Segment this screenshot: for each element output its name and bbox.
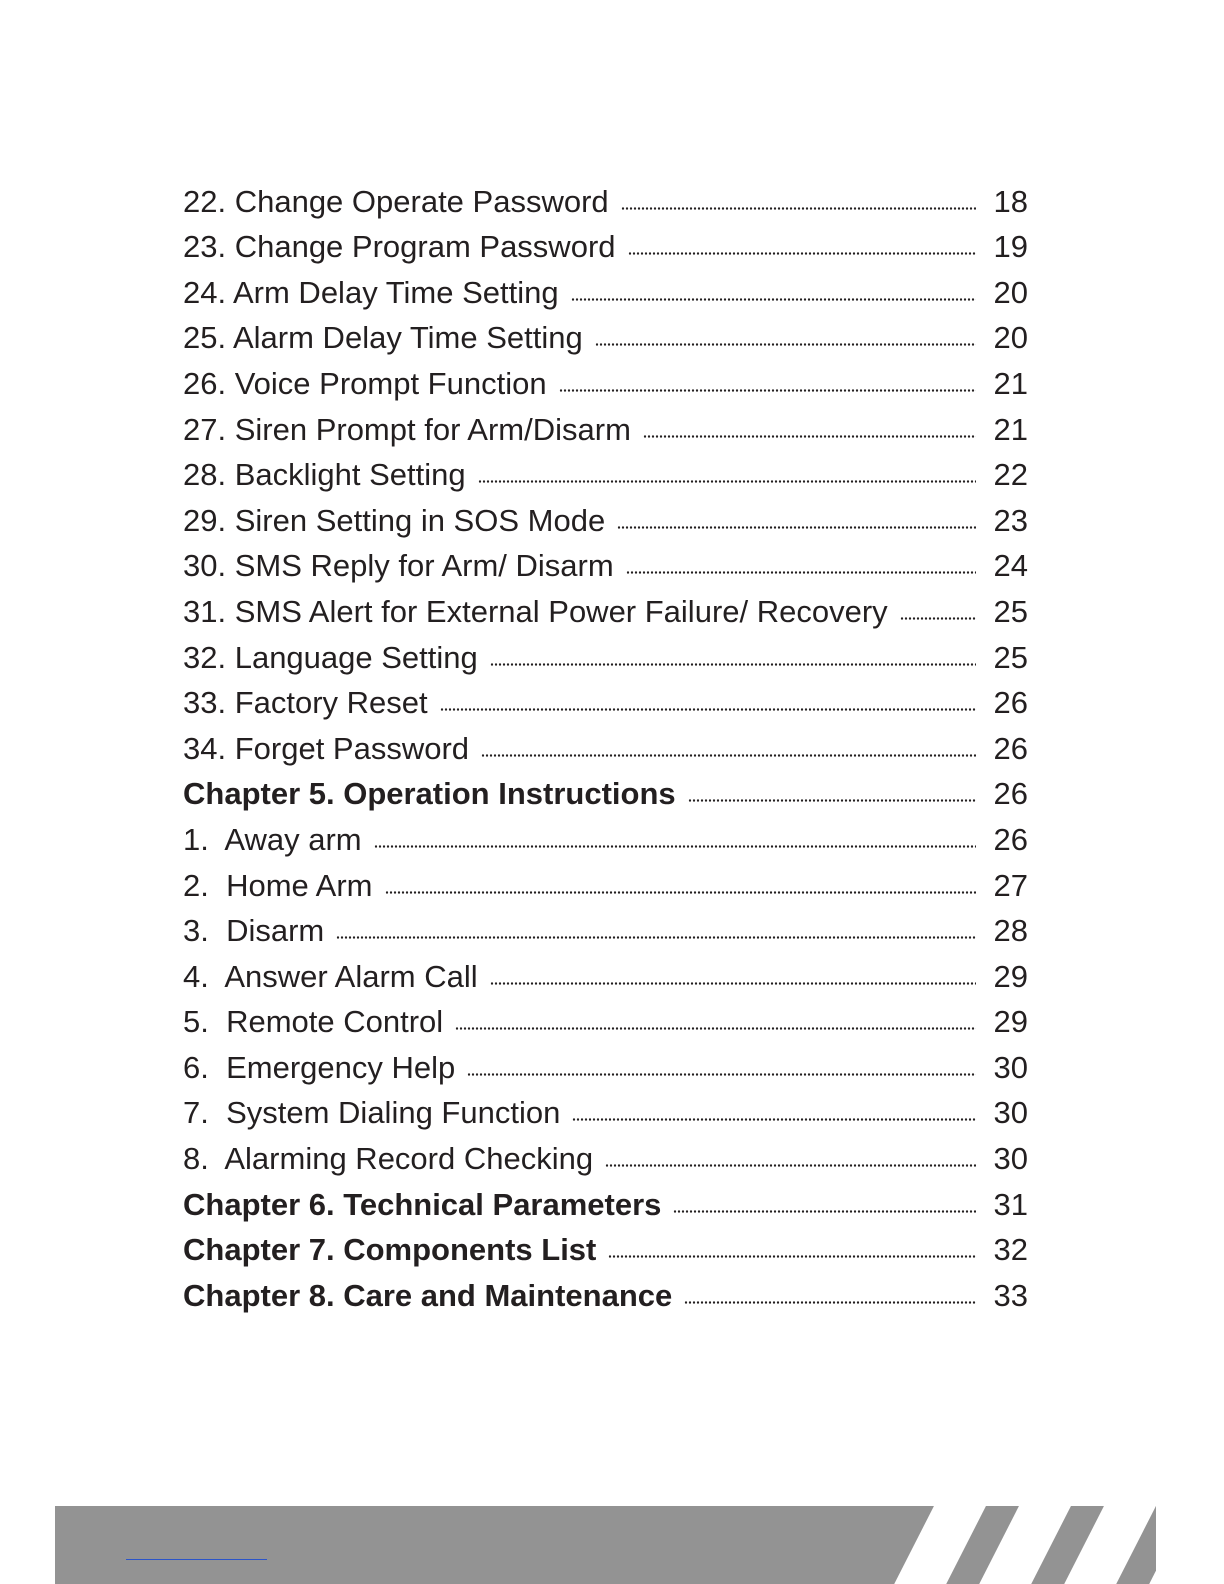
dot-leader	[478, 480, 976, 483]
footer-stripe	[1053, 1506, 1156, 1584]
toc-entry-title: 27. Siren Prompt for Arm/Disarm	[183, 411, 631, 447]
toc-page-number: 27	[993, 867, 1028, 903]
toc-entry-title: 3. Disarm	[183, 913, 325, 949]
dot-leader	[440, 708, 976, 711]
dot-leader	[684, 1301, 976, 1304]
toc-page-number: 31	[993, 1186, 1028, 1222]
dot-leader	[617, 526, 976, 529]
toc-entry-title: 4. Answer Alarm Call	[183, 958, 478, 994]
toc-page-number: 30	[993, 1049, 1028, 1085]
dot-leader	[595, 343, 976, 346]
toc-entry-title: 8. Alarming Record Checking	[183, 1141, 594, 1177]
toc-entry-title: 26. Voice Prompt Function	[183, 365, 547, 401]
toc-page-number: 25	[993, 593, 1028, 629]
dot-leader	[490, 663, 976, 666]
dot-leader	[626, 571, 976, 574]
toc-entry-title: 28. Backlight Setting	[183, 457, 466, 493]
dot-leader	[643, 435, 976, 438]
dot-leader	[467, 1073, 976, 1076]
toc-page-number: 26	[993, 821, 1028, 857]
dot-leader	[673, 1210, 976, 1213]
toc-chapter-title: Chapter 7. Components List	[183, 1232, 597, 1268]
toc-entry[interactable]	[183, 909, 1028, 955]
dot-leader	[605, 1164, 976, 1167]
toc-entry[interactable]	[183, 316, 1028, 362]
toc-entry-title: 24. Arm Delay Time Setting	[183, 274, 559, 310]
toc-entry[interactable]	[183, 544, 1028, 590]
dot-leader	[628, 252, 976, 255]
footer-stripe	[883, 1506, 986, 1584]
toc-entry[interactable]	[183, 453, 1028, 499]
toc-entry-title: 29. Siren Setting in SOS Mode	[183, 502, 606, 538]
toc-entry-title: 2. Home Arm	[183, 867, 373, 903]
toc-entry-title: 33. Factory Reset	[183, 685, 428, 721]
toc-entry[interactable]	[183, 1136, 1028, 1182]
toc-entry-title: 30. SMS Reply for Arm/ Disarm	[183, 548, 614, 584]
toc-page-number: 21	[993, 411, 1028, 447]
toc-page-number: 20	[993, 320, 1028, 356]
dot-leader	[336, 936, 976, 939]
dot-leader	[455, 1027, 976, 1030]
dot-leader	[481, 754, 976, 757]
toc-entry[interactable]	[183, 681, 1028, 727]
toc-entry[interactable]	[183, 361, 1028, 407]
toc-entry[interactable]	[183, 726, 1028, 772]
toc-page-number: 18	[993, 183, 1028, 219]
toc-entry[interactable]	[183, 270, 1028, 316]
toc-entry-title: 34. Forget Password	[183, 730, 470, 766]
dot-leader	[571, 298, 976, 301]
toc-entry-title: 25. Alarm Delay Time Setting	[183, 320, 583, 356]
dot-leader	[900, 617, 976, 620]
toc-entry[interactable]	[183, 954, 1028, 1000]
dot-leader	[374, 845, 976, 848]
toc-entry[interactable]	[183, 817, 1028, 863]
toc-page-number: 33	[993, 1277, 1028, 1313]
toc-page-number: 29	[993, 958, 1028, 994]
toc-entry-title: 22. Change Operate Password	[183, 183, 609, 219]
toc-entry[interactable]	[183, 407, 1028, 453]
toc-page-number: 26	[993, 776, 1028, 812]
toc-entry-title: 7. System Dialing Function	[183, 1095, 561, 1131]
toc-entry[interactable]	[183, 498, 1028, 544]
toc-entry[interactable]	[183, 1045, 1028, 1091]
toc-chapter-title: Chapter 6. Technical Parameters	[183, 1186, 662, 1222]
toc-chapter-title: Chapter 5. Operation Instructions	[183, 776, 676, 812]
toc-entry[interactable]	[183, 1091, 1028, 1137]
dot-leader	[490, 982, 976, 985]
toc-entry-title: 23. Change Program Password	[183, 229, 616, 265]
dot-leader	[572, 1118, 976, 1121]
footer-link-underline[interactable]	[126, 1559, 267, 1560]
toc-chapter-title: Chapter 8. Care and Maintenance	[183, 1277, 673, 1313]
toc-page-number: 26	[993, 730, 1028, 766]
toc-entry-title: 6. Emergency Help	[183, 1049, 456, 1085]
toc-chapter-entry[interactable]	[183, 1182, 1028, 1228]
toc-entry[interactable]	[183, 589, 1028, 635]
toc-page-number: 20	[993, 274, 1028, 310]
toc-page-number: 28	[993, 913, 1028, 949]
toc-entry[interactable]	[183, 1000, 1028, 1046]
toc-entry[interactable]	[183, 179, 1028, 225]
toc-page-number: 19	[993, 229, 1028, 265]
toc-entry[interactable]	[183, 635, 1028, 681]
toc-chapter-entry[interactable]	[183, 1273, 1028, 1319]
dot-leader	[688, 799, 976, 802]
toc-page-number: 24	[993, 548, 1028, 584]
toc-entry[interactable]	[183, 225, 1028, 271]
dot-leader	[559, 389, 976, 392]
footer-bar	[55, 1506, 1156, 1584]
toc-page-number: 30	[993, 1095, 1028, 1131]
toc-entry-title: 31. SMS Alert for External Power Failure/ Recovery	[183, 593, 888, 629]
footer-stripe	[968, 1506, 1071, 1584]
toc-entry[interactable]	[183, 863, 1028, 909]
toc-entry-title: 1. Away arm	[183, 821, 362, 857]
toc-page-number: 29	[993, 1004, 1028, 1040]
toc-page-number: 30	[993, 1141, 1028, 1177]
toc-entry-title: 32. Language Setting	[183, 639, 478, 675]
toc-page-number: 25	[993, 639, 1028, 675]
dot-leader	[621, 207, 976, 210]
toc-chapter-entry[interactable]	[183, 772, 1028, 818]
toc-page-number: 21	[993, 365, 1028, 401]
toc-page-number: 23	[993, 502, 1028, 538]
dot-leader	[385, 891, 977, 894]
toc-entry-title: 5. Remote Control	[183, 1004, 444, 1040]
toc-page-number: 32	[993, 1232, 1028, 1268]
toc-page-number: 22	[993, 457, 1028, 493]
toc-page-number: 26	[993, 685, 1028, 721]
toc-chapter-entry[interactable]	[183, 1228, 1028, 1274]
dot-leader	[608, 1255, 976, 1258]
table-of-contents	[183, 179, 1028, 1319]
